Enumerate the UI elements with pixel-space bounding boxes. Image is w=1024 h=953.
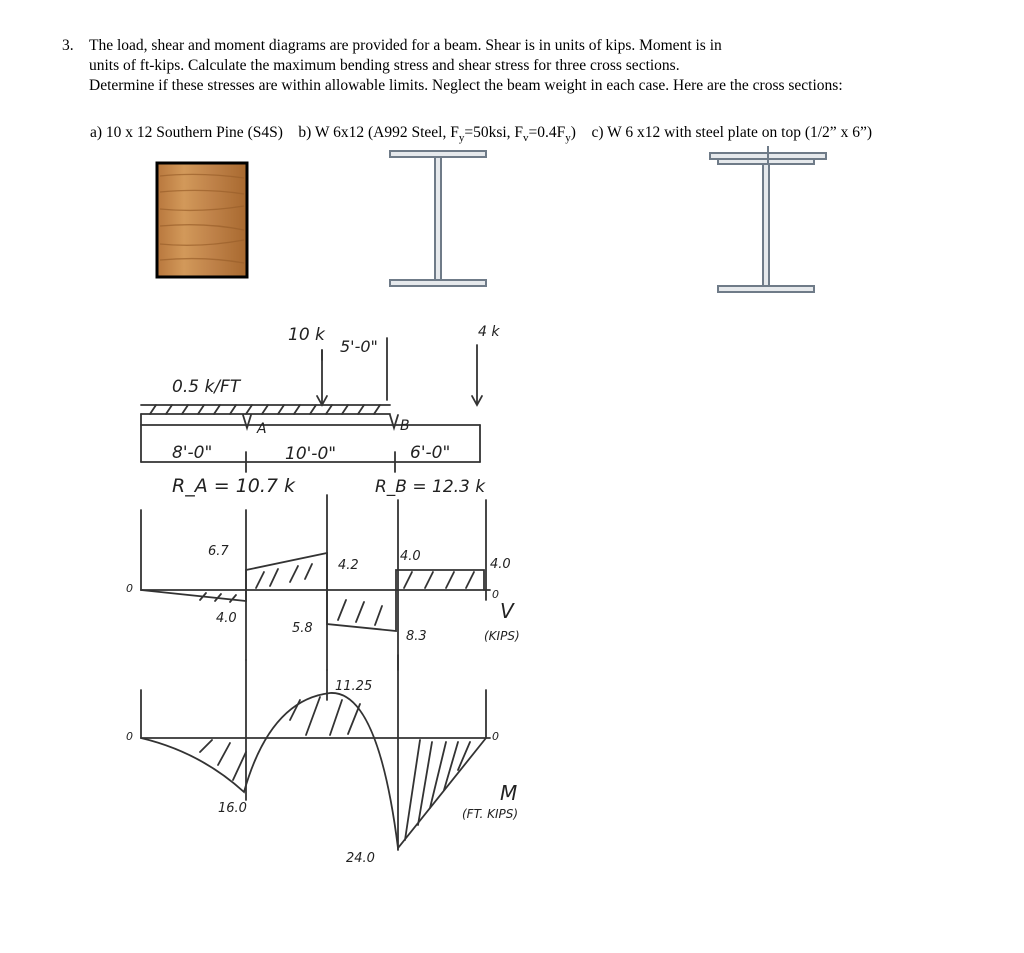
load-diagram-labels xyxy=(172,324,500,497)
shear-axis-label: V xyxy=(500,599,514,623)
shear-value-end: 4.0 xyxy=(490,557,511,572)
problem-line-2: units of ft-kips. Calculate the maximum bending stress and shear stress for three cross sections. xyxy=(89,57,680,74)
support-b-label: B xyxy=(400,418,410,434)
moment-zero-right: 0 xyxy=(492,730,499,743)
moment-value-peak: 11.25 xyxy=(335,679,373,694)
span-2-label: 10'-0" xyxy=(285,444,337,464)
dist-load-label: 0.5 k/FT xyxy=(172,377,241,397)
moment-zero-left: 0 xyxy=(126,730,133,743)
problem-number: 3. xyxy=(62,37,74,54)
section-c-label: c) W 6 x12 with steel plate on top (1/2” x 6”) xyxy=(591,124,872,141)
span-1-label: 8'-0" xyxy=(172,443,213,463)
point-load-1-label: 10 k xyxy=(288,325,325,345)
moment-axis-label: M xyxy=(500,781,518,805)
section-b-label: b) W 6x12 (A992 Steel, $F_y=50ksi$, $F_v=0.4F_y$) xyxy=(298,124,576,145)
support-a-label: A xyxy=(257,421,267,437)
shear-value-b-bottom: 8.3 xyxy=(406,629,427,644)
shear-value-b-top: 4.0 xyxy=(400,549,421,564)
shear-units-label: (KIPS) xyxy=(484,629,520,643)
moment-value-a: 16.0 xyxy=(218,801,247,816)
moment-units-label: (FT. KIPS) xyxy=(462,807,519,821)
shear-zero-left: 0 xyxy=(126,582,133,595)
spacing-top-label: 5'-0" xyxy=(340,337,378,356)
reaction-a-label: R_A = 10.7 k xyxy=(172,475,296,497)
span-3-label: 6'-0" xyxy=(410,443,451,463)
shear-value-load-bottom: 5.8 xyxy=(292,621,313,636)
shear-value-a-top: 6.7 xyxy=(208,544,229,559)
moment-value-b: 24.0 xyxy=(346,851,375,866)
shear-zero-right: 0 xyxy=(492,588,499,601)
reaction-b-label: R_B = 12.3 k xyxy=(375,477,486,497)
problem-line-1: The load, shear and moment diagrams are provided for a beam. Shear is in units of kips. Moment is in xyxy=(89,37,722,54)
point-load-2-label: 4 k xyxy=(478,324,500,340)
problem-line-3: Determine if these stresses are within allowable limits. Neglect the beam weight in each case. Here are the cross sections: xyxy=(89,77,843,94)
section-a-label: a) 10 x 12 Southern Pine (S4S) xyxy=(90,124,283,141)
shear-value-a-bottom: 4.0 xyxy=(216,611,237,626)
shear-value-load-top: 4.2 xyxy=(338,558,359,573)
